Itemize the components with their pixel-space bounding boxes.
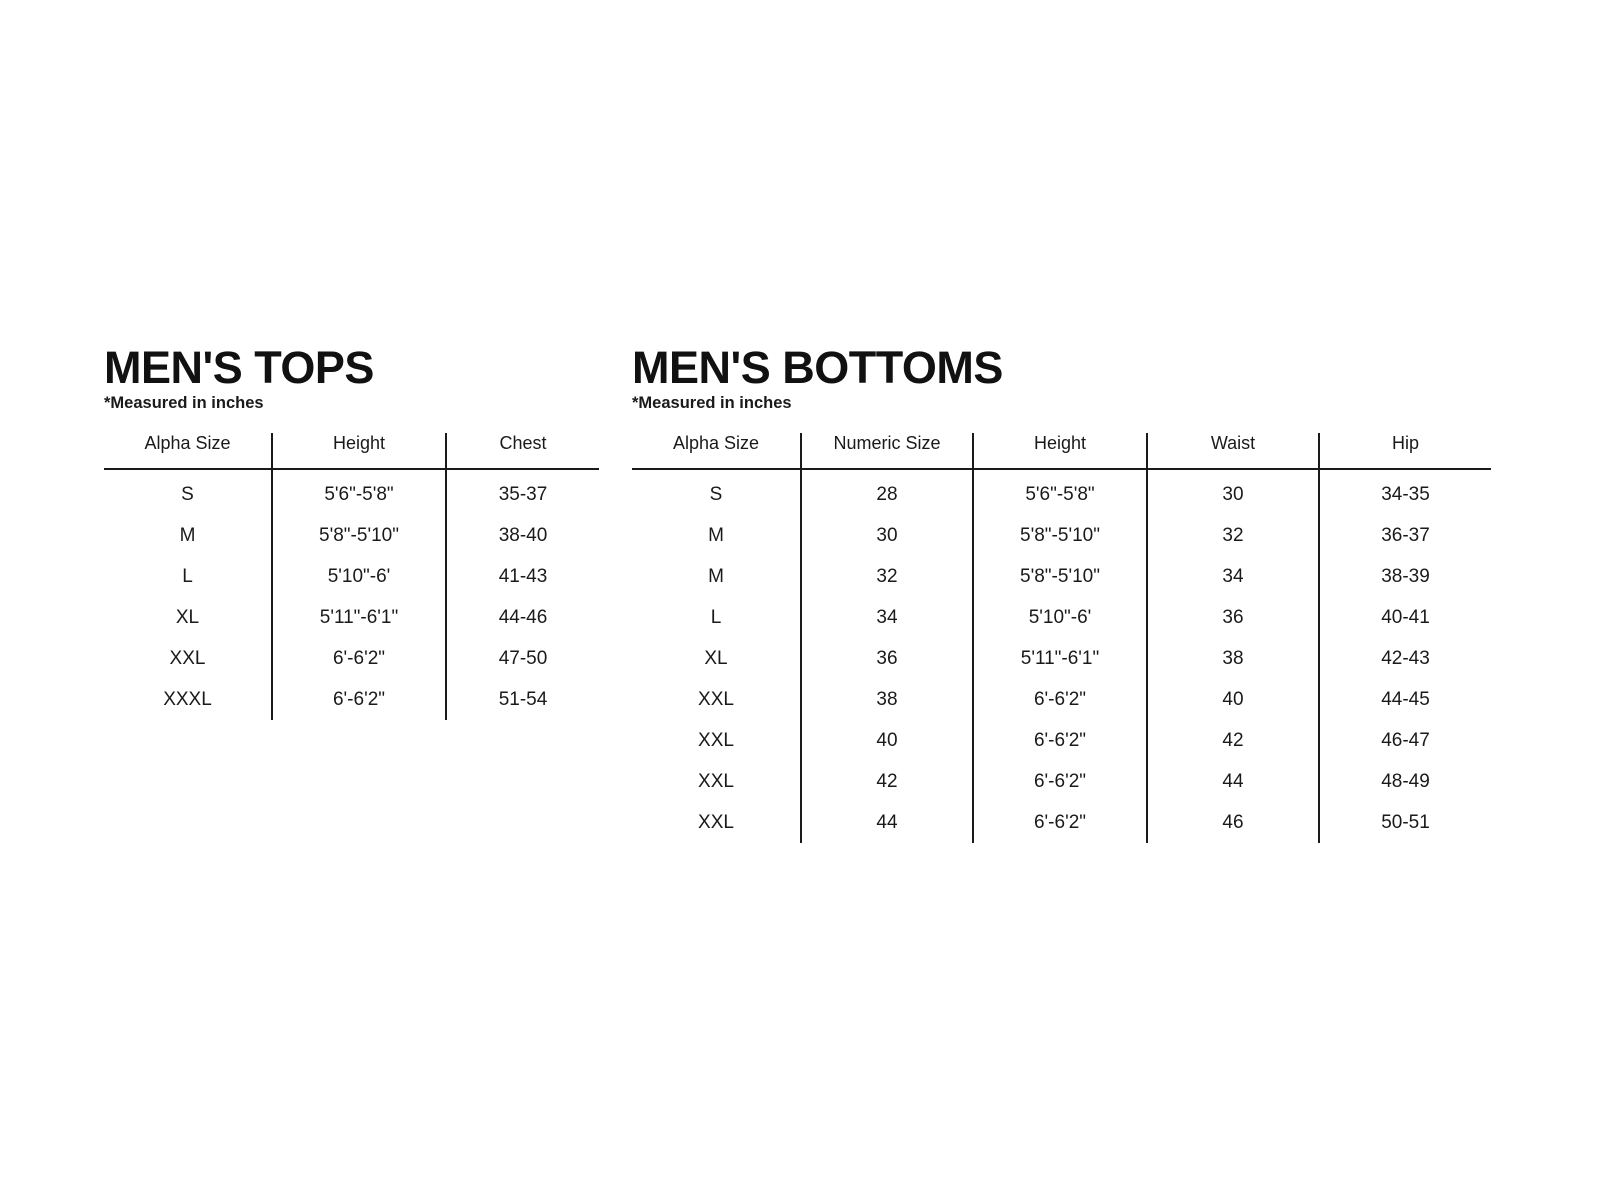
cell-height: 6'-6'2" [272, 679, 446, 720]
cell-height: 6'-6'2" [272, 638, 446, 679]
mens-bottoms-table-header [632, 433, 1491, 469]
cell-alpha-size: XXL [169, 647, 206, 669]
cell-alpha-size: S [181, 483, 194, 505]
cell-numeric-size: 42 [801, 761, 973, 802]
cell-hip: 48-49 [1319, 761, 1491, 802]
table-row [632, 556, 1491, 597]
cell-chest: 47-50 [446, 638, 599, 679]
cell-height: 6'-6'2" [973, 802, 1147, 843]
table-row [632, 761, 1491, 802]
table-row [104, 597, 599, 638]
table-row [632, 469, 1491, 515]
cell-numeric-size: 38 [801, 679, 973, 720]
cell-waist: 32 [1147, 515, 1319, 556]
column-header: Height [272, 433, 446, 469]
cell-hip: 38-39 [1319, 556, 1491, 597]
cell-hip: 50-51 [1319, 802, 1491, 843]
cell-numeric-size: 44 [801, 802, 973, 843]
cell-waist: 30 [1147, 469, 1319, 515]
mens-bottoms-panel [632, 342, 1491, 843]
column-header: Alpha Size [632, 433, 801, 469]
cell-hip: 40-41 [1319, 597, 1491, 638]
cell-height: 6'-6'2" [973, 720, 1147, 761]
table-row [632, 679, 1491, 720]
cell-alpha-size: XL [175, 606, 200, 628]
cell-alpha-size: XXL [698, 688, 734, 710]
table-row [632, 597, 1491, 638]
cell-alpha-size: XXL [698, 811, 734, 833]
cell-height: 5'11"-6'1" [272, 597, 446, 638]
column-header: Hip [1319, 433, 1491, 469]
cell-waist: 38 [1147, 638, 1319, 679]
table-row [632, 515, 1491, 556]
column-header: Chest [446, 433, 599, 469]
table-row [104, 515, 599, 556]
cell-waist: 36 [1147, 597, 1319, 638]
cell-waist: 40 [1147, 679, 1319, 720]
cell-hip: 42-43 [1319, 638, 1491, 679]
cell-height: 5'8"-5'10" [973, 515, 1147, 556]
table-row [632, 638, 1491, 679]
cell-height: 5'10"-6' [973, 597, 1147, 638]
cell-alpha-size: S [709, 483, 723, 505]
column-header: Numeric Size [801, 433, 973, 469]
cell-hip: 44-45 [1319, 679, 1491, 720]
table-row [632, 720, 1491, 761]
table-row [104, 556, 599, 597]
cell-numeric-size: 36 [801, 638, 973, 679]
cell-alpha-size: L [710, 606, 722, 628]
cell-chest: 41-43 [446, 556, 599, 597]
mens-tops-title: MEN'S TOPS [104, 342, 374, 393]
cell-alpha-size: M [708, 565, 724, 587]
cell-chest: 35-37 [446, 469, 599, 515]
mens-tops-table-body [104, 469, 599, 720]
column-header: Waist [1147, 433, 1319, 469]
table-header-row [104, 433, 599, 469]
cell-height: 5'6"-5'8" [272, 469, 446, 515]
cell-chest: 44-46 [446, 597, 599, 638]
cell-waist: 42 [1147, 720, 1319, 761]
cell-height: 5'8"-5'10" [272, 515, 446, 556]
cell-height: 6'-6'2" [973, 761, 1147, 802]
cell-numeric-size: 34 [801, 597, 973, 638]
cell-height: 5'8"-5'10" [973, 556, 1147, 597]
table-row [104, 638, 599, 679]
cell-alpha-size: XL [704, 647, 728, 669]
mens-bottoms-measurement-note: *Measured in inches [632, 393, 792, 412]
mens-bottoms-table [632, 433, 1491, 843]
column-header: Alpha Size [104, 433, 272, 469]
cell-waist: 44 [1147, 761, 1319, 802]
cell-chest: 51-54 [446, 679, 599, 720]
mens-bottoms-table-body [632, 469, 1491, 843]
cell-alpha-size: L [182, 565, 193, 587]
cell-height: 5'10"-6' [272, 556, 446, 597]
cell-height: 5'6"-5'8" [973, 469, 1147, 515]
cell-numeric-size: 40 [801, 720, 973, 761]
cell-alpha-size: M [708, 524, 724, 546]
cell-alpha-size: XXL [698, 770, 734, 792]
column-header: Height [973, 433, 1147, 469]
mens-bottoms-title: MEN'S BOTTOMS [632, 342, 1003, 393]
cell-alpha-size: M [179, 524, 196, 546]
mens-tops-table-header [104, 433, 599, 469]
mens-tops-table [104, 433, 599, 720]
cell-hip: 34-35 [1319, 469, 1491, 515]
cell-alpha-size: XXXL [163, 688, 212, 710]
cell-numeric-size: 30 [801, 515, 973, 556]
cell-waist: 46 [1147, 802, 1319, 843]
table-row [104, 469, 599, 515]
table-row [632, 802, 1491, 843]
mens-tops-measurement-note: *Measured in inches [104, 393, 264, 412]
cell-chest: 38-40 [446, 515, 599, 556]
cell-waist: 34 [1147, 556, 1319, 597]
cell-numeric-size: 28 [801, 469, 973, 515]
cell-height: 5'11"-6'1" [973, 638, 1147, 679]
mens-tops-panel [104, 342, 599, 720]
cell-alpha-size: XXL [698, 729, 734, 751]
cell-hip: 46-47 [1319, 720, 1491, 761]
table-header-row [632, 433, 1491, 469]
cell-height: 6'-6'2" [973, 679, 1147, 720]
cell-hip: 36-37 [1319, 515, 1491, 556]
cell-numeric-size: 32 [801, 556, 973, 597]
table-row [104, 679, 599, 720]
